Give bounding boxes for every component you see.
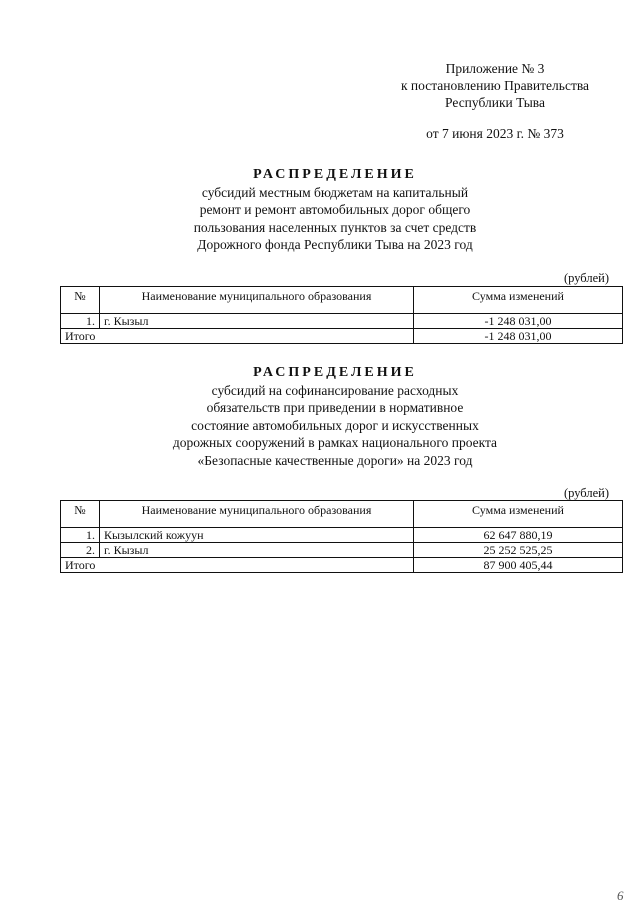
table-row [61, 528, 623, 543]
appendix-line-3: Республики Тыва [445, 95, 545, 110]
section1-heading: РАСПРЕДЕЛЕНИЕ [253, 167, 417, 182]
row-name: г. Кызыл [100, 314, 414, 329]
col-header-name: Наименование муниципального образования [100, 287, 414, 314]
col-header-sum: Сумма изменений [414, 501, 623, 528]
col-header-number: № [61, 287, 100, 314]
row-sum: 25 252 525,25 [414, 543, 623, 558]
section2-title [60, 364, 610, 469]
appendix-line-2: к постановлению Правительства [400, 78, 590, 93]
col-header-name: Наименование муниципального образования [100, 501, 414, 528]
table-total-row [61, 558, 623, 573]
section1-table [60, 286, 623, 344]
row-number: 1. [61, 528, 100, 543]
table-row [61, 543, 623, 558]
row-name: г. Кызыл [100, 543, 414, 558]
section2-title-line-5: «Безопасные качественные дороги» на 2023 год [197, 452, 473, 468]
table-header-row [61, 287, 623, 314]
section2-title-line-3: состояние автомобильных дорог и искусственных [191, 417, 479, 433]
row-number: 2. [61, 543, 100, 558]
section2-heading: РАСПРЕДЕЛЕНИЕ [253, 365, 417, 380]
section2-title-line-2: обязательств при приведении в нормативное [206, 400, 464, 415]
section1-units: (рублей) [563, 271, 609, 285]
row-sum: 62 647 880,19 [414, 528, 623, 543]
total-label: Итого [61, 329, 414, 344]
page-number: 6 [617, 888, 624, 903]
total-label: Итого [61, 558, 414, 573]
section2-title-line-1: субсидий на софинансирование расходных [211, 382, 459, 398]
section1-title-line-1: субсидий местным бюджетам на капитальный [201, 184, 469, 200]
table-total-row [61, 329, 623, 344]
total-sum: 87 900 405,44 [414, 558, 623, 573]
row-number: 1. [61, 314, 100, 329]
section1-title-line-4: Дорожного фонда Республики Тыва на 2023 год [197, 237, 473, 252]
row-name: Кызылский кожуун [100, 528, 414, 543]
row-sum: -1 248 031,00 [414, 314, 623, 329]
section1-title [60, 166, 610, 254]
total-sum: -1 248 031,00 [414, 329, 623, 344]
appendix-date: от 7 июня 2023 г. № 373 [426, 126, 564, 141]
table-header-row [61, 501, 623, 528]
section2-units: (рублей) [563, 486, 609, 500]
section1-title-line-2: ремонт и ремонт автомобильных дорог общего [199, 202, 471, 217]
section1-title-line-3: пользования населенных пунктов за счет средств [193, 219, 477, 235]
table-row [61, 314, 623, 329]
col-header-sum: Сумма изменений [414, 287, 623, 314]
appendix-header [360, 60, 630, 142]
section2-table [60, 500, 623, 573]
appendix-line-1: Приложение № 3 [445, 61, 545, 76]
section2-title-line-4: дорожных сооружений в рамках национального проекта [172, 435, 498, 450]
col-header-number: № [61, 501, 100, 528]
